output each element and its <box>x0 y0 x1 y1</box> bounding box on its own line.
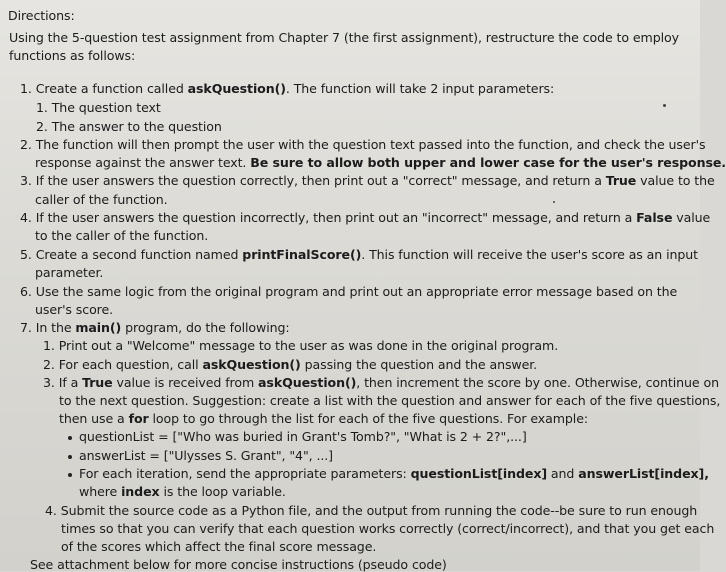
step-7-sub-3-line-1 <box>43 375 719 390</box>
bullet-icon <box>68 455 72 459</box>
step-1-text-end: . The function will take 2 input parameters: <box>285 81 555 96</box>
step-4-bold: False <box>636 210 673 225</box>
bullet-icon <box>68 436 72 440</box>
footer-note: See attachment below for more concise instructions (pseudo code) <box>30 557 447 572</box>
bullet-3-line-2-text: where <box>79 484 122 499</box>
step-7-sub-4-line-3: of the scores which affect the final score message. <box>61 539 377 554</box>
step-7-sub-3-line-3 <box>59 411 588 426</box>
step-7-sub-2 <box>43 357 537 372</box>
step-5-bold: printFinalScore() <box>242 247 362 262</box>
step-1-sub-1: 1. The question text <box>36 100 161 115</box>
speck <box>553 201 555 203</box>
bullet-3-line-1 <box>79 466 709 481</box>
bullet-3-line-2-bold: index <box>121 484 160 499</box>
step-7-sub-3-text: 3. If a <box>43 375 83 390</box>
step-1 <box>20 81 554 96</box>
step-7-sub-3-bold-1: True <box>82 375 113 390</box>
step-2-bold: Be sure to allow both upper and lower case for the user's response. <box>250 155 726 170</box>
step-1-bold: askQuestion() <box>187 81 286 96</box>
step-2-line-1: 2. The function will then prompt the user with the question text passed into the function, and check the user's <box>20 137 706 152</box>
step-7-sub-3-line-3-text: then use a <box>59 411 129 426</box>
speck <box>663 104 666 107</box>
step-4-text: 4. If the user answers the question incorrectly, then print out an "incorrect" message, and return a <box>20 210 637 225</box>
bullet-3-bold-1: questionList[index] <box>410 466 548 481</box>
intro-line-1: Using the 5-question test assignment from Chapter 7 (the first assignment), restructure the code to employ <box>9 30 679 45</box>
step-7-sub-4-line-1: 4. Submit the source code as a Python file, and the output from running the code--be sure to run enough <box>45 503 698 518</box>
bullet-3-line-2-text-end: is the loop variable. <box>159 484 286 499</box>
step-3-line-2: caller of the function. <box>35 192 168 207</box>
step-7-sub-3-line-3-text-end: loop to go through the list for each of the five questions. For example: <box>148 411 588 426</box>
step-7-text: 7. In the <box>20 320 76 335</box>
step-7-sub-1: 1. Print out a "Welcome" message to the user as was done in the original program. <box>43 338 559 353</box>
step-7-sub-3-text-end: , then increment the score by one. Otherwise, continue on <box>356 375 719 390</box>
bullet-3-text-mid: and <box>547 466 579 481</box>
step-4-line-1 <box>20 210 710 225</box>
bullet-1: questionList = ["Who was buried in Grant's Tomb?", "What is 2 + 2?",...] <box>79 429 527 444</box>
step-2-line-2 <box>35 155 726 170</box>
bullet-3-line-2 <box>79 484 286 499</box>
intro-line-2: functions as follows: <box>9 48 136 63</box>
step-3-bold: True <box>605 173 637 188</box>
step-5-line-1 <box>20 247 698 262</box>
step-5-text-end: . This function will receive the user's score as an input <box>361 247 698 262</box>
bullet-3-bold-2: answerList[index], <box>578 466 709 481</box>
bullet-icon <box>68 473 72 477</box>
step-7-sub-3-text-mid: value is received from <box>112 375 259 390</box>
step-7-sub-2-bold: askQuestion() <box>202 357 301 372</box>
step-1-number: 1. <box>20 81 32 96</box>
step-7-sub-3-line-2: to the next question. Suggestion: create a list with the question and answer for each of the five questions, <box>59 393 721 408</box>
step-7-heading <box>20 320 290 335</box>
step-7-sub-2-text-end: passing the question and the answer. <box>300 357 538 372</box>
step-5-text: 5. Create a second function named <box>20 247 243 262</box>
step-7-sub-3-bold-2: askQuestion() <box>258 375 357 390</box>
step-4-text-end: value <box>672 210 711 225</box>
step-1-sub-2: 2. The answer to the question <box>36 119 222 134</box>
step-7-sub-4-line-2: times so that you can verify that each question works correctly (correct/incorrect), and that you get each <box>61 521 715 536</box>
step-7-text-end: program, do the following: <box>121 320 290 335</box>
step-3-text-end: value to the <box>636 173 715 188</box>
step-4-line-2: to the caller of the function. <box>35 228 209 243</box>
step-6-line-2: user's score. <box>35 302 114 317</box>
step-3-line-1 <box>20 173 715 188</box>
step-5-line-2: parameter. <box>35 265 104 280</box>
bullet-2: answerList = ["Ulysses S. Grant", "4", ...] <box>79 448 333 463</box>
step-2-text: response against the answer text. <box>35 155 251 170</box>
step-6-line-1: 6. Use the same logic from the original program and print out an appropriate error message based on the <box>20 284 678 299</box>
step-1-text: Create a function called <box>35 81 188 96</box>
step-7-sub-2-text: 2. For each question, call <box>43 357 203 372</box>
heading: Directions: <box>8 8 75 23</box>
step-7-bold: main() <box>75 320 122 335</box>
step-7-sub-3-line-3-bold: for <box>128 411 149 426</box>
step-3-text: 3. If the user answers the question correctly, then print out a "correct" message, and return a <box>20 173 606 188</box>
bullet-3-text: For each iteration, send the appropriate parameters: <box>79 466 411 481</box>
